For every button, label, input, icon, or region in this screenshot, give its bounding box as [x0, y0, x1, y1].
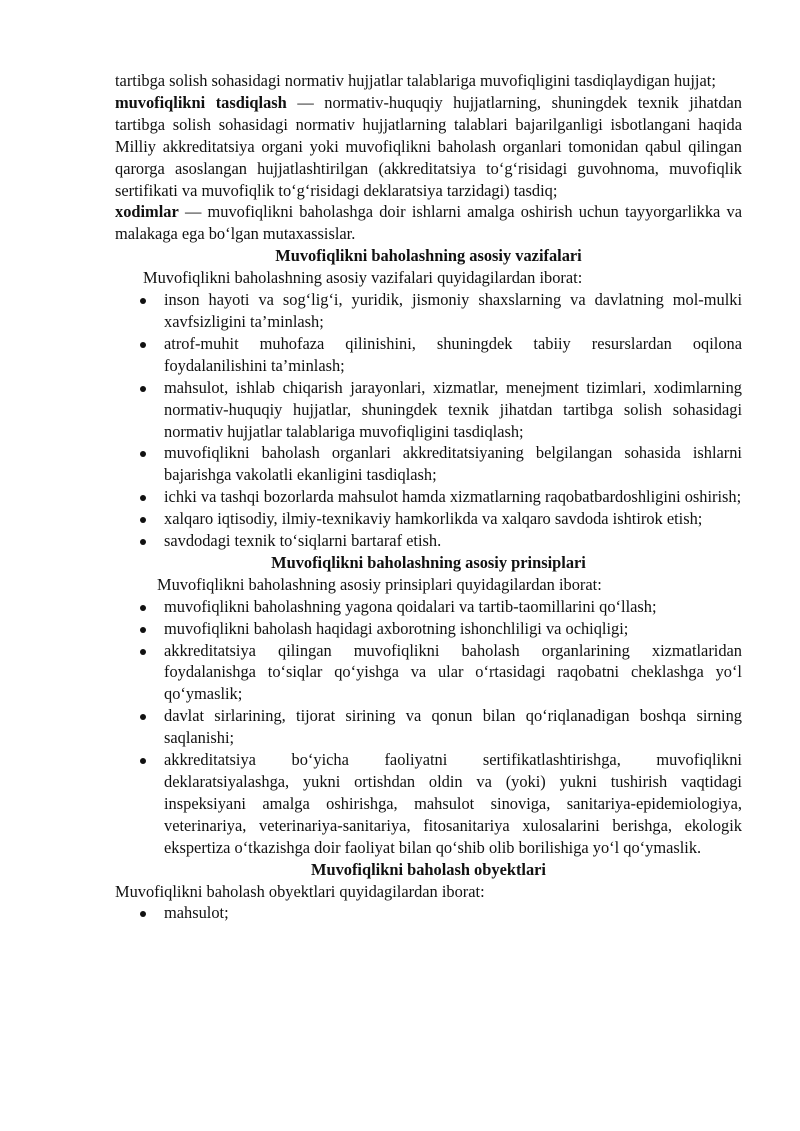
bullet-list-principles	[115, 596, 742, 859]
bullet-icon	[140, 911, 146, 917]
list-item: davlat sirlarining, tijorat sirining va qonun bilan qo‘riqlanadigan boshqa sirning saqlanishi;	[115, 705, 742, 749]
list-item: inson hayoti va sog‘lig‘i, yuridik, jismoniy shaxslarning va davlatning mol-mulki xavfsizligini ta’minlash;	[115, 289, 742, 333]
bullet-list-tasks	[115, 289, 742, 552]
definition-conformity-confirmation	[115, 92, 742, 202]
bullet-icon	[140, 605, 146, 611]
section-heading-tasks: Muvofiqlikni baholashning asosiy vazifalari	[275, 246, 582, 266]
bullet-icon	[140, 517, 146, 523]
section-intro-tasks: Muvofiqlikni baholashning asosiy vazifalari quyidagilardan iborat:	[143, 268, 583, 288]
bullet-icon	[140, 758, 146, 764]
list-item: muvofiqlikni baholash organlari akkreditatsiyaning belgilangan sohasida ishlarni bajarishga vakolatli ekanligini tasdiqlash;	[115, 442, 742, 486]
definition-personnel	[115, 201, 742, 245]
list-item: xalqaro iqtisodiy, ilmiy-texnikaviy hamkorlikda va xalqaro savdoda ishtirok etish;	[115, 508, 742, 530]
bullet-icon	[140, 386, 146, 392]
bullet-icon	[140, 342, 146, 348]
document-page	[115, 70, 742, 924]
list-item: mahsulot;	[115, 902, 742, 924]
section-intro-objects: Muvofiqlikni baholash obyektlari quyidagilardan iborat:	[115, 881, 485, 901]
list-item: mahsulot, ishlab chiqarish jarayonlari, xizmatlar, menejment tizimlari, xodimlarning normativ-huquqiy hujjatlar, shuningdek texnik jihatdan tartibga solish sohasidagi normativ hujjatlar talablariga muvofiqligini tasdiqlash;	[115, 377, 742, 443]
bullet-icon	[140, 649, 146, 655]
definition-text: — muvofiqlikni baholashga doir ishlarni amalga oshirish uchun tayyorgarlikka va malakaga ega bo‘lgan mutaxassislar.	[115, 202, 742, 244]
bullet-icon	[140, 539, 146, 545]
section-heading-objects: Muvofiqlikni baholash obyektlari	[311, 859, 546, 879]
list-item: muvofiqlikni baholashning yagona qoidalari va tartib-taomillarini qo‘llash;	[115, 596, 742, 618]
list-item: savdodagi texnik to‘siqlarni bartaraf etish.	[115, 530, 742, 552]
list-item: muvofiqlikni baholash haqidagi axborotning ishonchliligi va ochiqligi;	[115, 618, 742, 640]
list-item: ichki va tashqi bozorlarda mahsulot hamda xizmatlarning raqobatbardoshligini oshirish;	[115, 486, 742, 508]
bullet-list-objects	[115, 902, 742, 924]
continuation-paragraph: tartibga solish sohasidagi normativ hujjatlar talablariga muvofiqligini tasdiqlaydigan hujjat;	[115, 71, 716, 90]
bullet-icon	[140, 451, 146, 457]
section-heading-principles: Muvofiqlikni baholashning asosiy prinsiplari	[271, 552, 586, 572]
definition-term: xodimlar	[115, 202, 179, 222]
bullet-icon	[140, 627, 146, 633]
bullet-icon	[140, 714, 146, 720]
list-item: akkreditatsiya qilingan muvofiqlikni baholash organlarining xizmatlaridan foydalanishga to‘siqlar qo‘yishga va ular o‘rtasidagi raqobatni cheklashga yo‘l qo‘ymaslik;	[115, 640, 742, 706]
list-item: atrof-muhit muhofaza qilinishini, shuningdek tabiiy resurslardan oqilona foydalanilishini ta’minlash;	[115, 333, 742, 377]
section-intro-principles: Muvofiqlikni baholashning asosiy prinsiplari quyidagilardan iborat:	[157, 574, 602, 594]
definition-text: — normativ-huquqiy hujjatlarning, shuningdek texnik jihatdan tartibga solish sohasidagi normativ hujjatlarning talablari bajarilganligi isbotlangani haqida Milliy akkreditatsiya organi yoki muvofiqlikni baholash organlari tomonidan qabul qilingan qarorga asoslangan hujjatlashtirilgan (akkreditatsiya to‘g‘risidagi guvohnoma, muvofiqlik sertifikati va muvofiqlik to‘g‘risidagi deklaratsiya tarzidagi) tasdiq;	[115, 92, 743, 200]
list-item: akkreditatsiya bo‘yicha faoliyatni sertifikatlashtirishga, muvofiqlikni deklaratsiyalashga, yukni ortishdan oldin va (yoki) yukni tushirish vaqtidagi inspeksiyani amalga oshirishga, mahsulot sinoviga, sanitariya-epidemiologiya, veterinariya, veterinariya-sanitariya, fitosanitariya xulosalarini berishga, ekologik ekspertiza o‘tkazishga doir faoliyat bilan qo‘shib olib borilishiga yo‘l qo‘ymaslik.	[115, 749, 742, 859]
definition-term: muvofiqlikni tasdiqlash	[115, 92, 287, 112]
bullet-icon	[140, 495, 146, 501]
bullet-icon	[140, 298, 146, 304]
